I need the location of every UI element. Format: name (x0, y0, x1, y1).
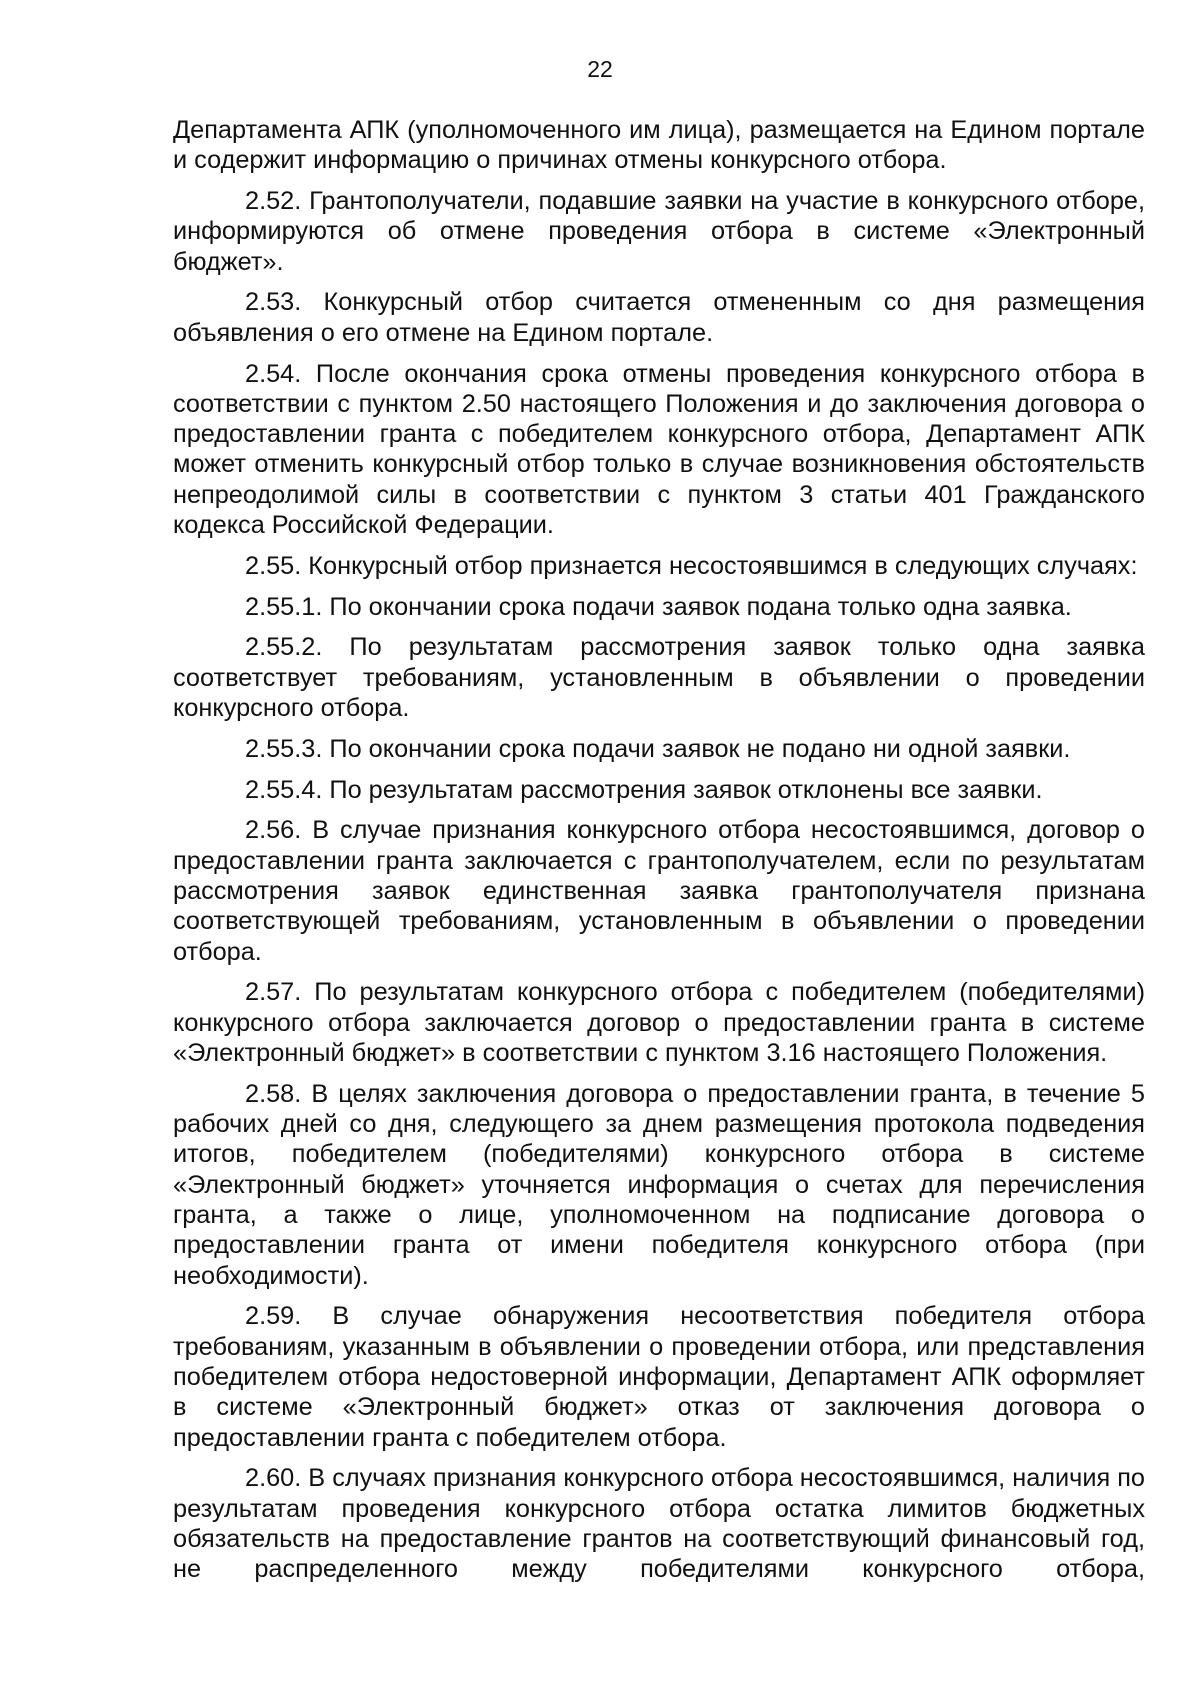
paragraph-2-56: 2.56. В случае признания конкурсного отбора несостоявшимся, договор о предоставлении гранта заключается с грантополучателем, если по результатам рассмотрения заявок единственная заявка грантополучателя признана соответствующей требованиям, установленным в объявлении о проведении отбора. (173, 816, 1145, 966)
paragraph-2-53: 2.53. Конкурсный отбор считается отмененным со дня размещения объявления о его отмене на Едином портале. (173, 288, 1145, 347)
document-body (173, 115, 1145, 1595)
paragraph-2-55-4: 2.55.4. По результатам рассмотрения заявок отклонены все заявки. (245, 775, 1043, 804)
paragraph-2-55: 2.55. Конкурсный отбор признается несостоявшимся в следующих случаях: (245, 551, 1138, 580)
paragraph-2-60: 2.60. В случаях признания конкурсного отбора несостоявшимся, наличия по результатам проведения конкурсного отбора остатка лимитов бюджетных обязательств на предоставление грантов на соответствующий финансовый год, не распределенного между победителями конкурсного отбора, (173, 1464, 1145, 1584)
page-number: 22 (587, 56, 613, 82)
paragraph-2-58: 2.58. В целях заключения договора о предоставлении гранта, в течение 5 рабочих дней со дня, следующего за днем размещения протокола подведения итогов, победителем (победителями) конкурсного отбора в системе «Электронный бюджет» уточняется информация о счетах для перечисления гранта, а также о лице, уполномоченном на подписание договора о предоставлении гранта от имени победителя конкурсного отбора (при необходимости). (173, 1079, 1145, 1290)
paragraph-2-52: 2.52. Грантополучатели, подавшие заявки на участие в конкурсного отборе, информируются об отмене проведения отбора в системе «Электронный бюджет». (173, 187, 1145, 276)
paragraph-2-57: 2.57. По результатам конкурсного отбора с победителем (победителями) конкурсного отбора заключается договор о предоставлении гранта в системе «Электронный бюджет» в соответствии с пунктом 3.16 настоящего Положения. (173, 978, 1145, 1068)
paragraph-2-54: 2.54. После окончания срока отмены проведения конкурсного отбора в соответствии с пунктом 2.50 настоящего Положения и до заключения договора о предоставлении гранта с победителем конкурсного отбора, Департамент АПК может отменить конкурсный отбор только в случае возникновения обстоятельств непреодолимой силы в соответствии с пунктом 3 статьи 401 Гражданского кодекса Российской Федерации. (173, 359, 1145, 540)
paragraph-2-55-3: 2.55.3. По окончании срока подачи заявок не подано ни одной заявки. (245, 734, 1071, 763)
paragraph-2-59: 2.59. В случае обнаружения несоответствия победителя отбора требованиям, указанным в объявлении о проведении отбора, или представления победителем отбора недостоверной информации, Департамент АПК оформляет в системе «Электронный бюджет» отказ от заключения договора о предоставлении гранта с победителем отбора. (173, 1302, 1145, 1452)
paragraph-2-55-2: 2.55.2. По результатам рассмотрения заявок только одна заявка соответствует требованиям, установленным в объявлении о проведении конкурсного отбора. (173, 633, 1145, 723)
paragraph-2-55-1: 2.55.1. По окончании срока подачи заявок подана только одна заявка. (245, 592, 1072, 621)
paragraph-continuation: Департамента АПК (уполномоченного им лица), размещается на Едином портале и содержит информацию о причинах отмены конкурсного отбора. (173, 116, 1145, 175)
